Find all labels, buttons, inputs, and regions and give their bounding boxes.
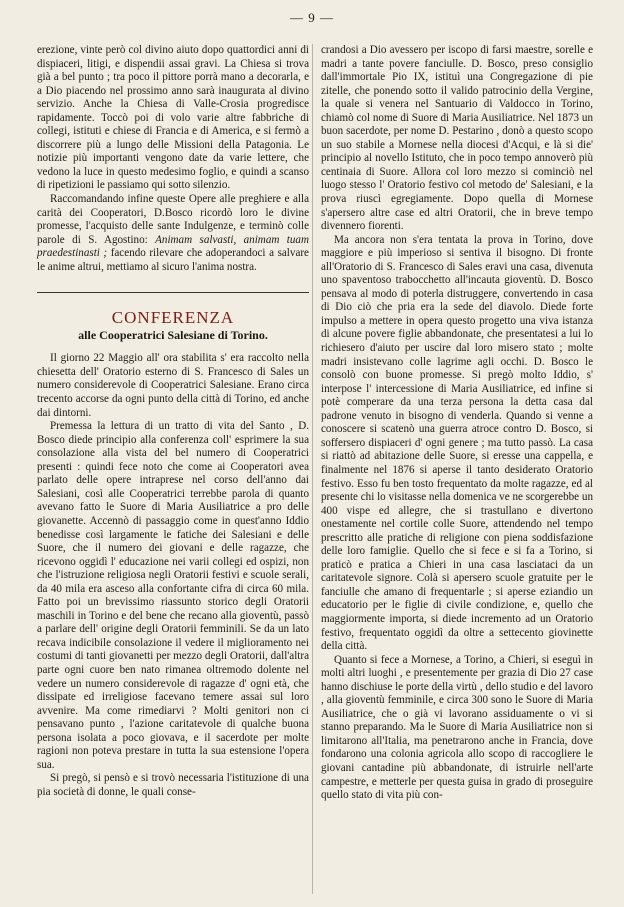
section-subheading: alle Cooperatrici Salesiane di Torino.	[78, 327, 268, 342]
left-column	[37, 44, 309, 799]
paragraph: Si pregò, si pensò e si trovò necessaria l'istituzione di una pia società di donne, le quali conse-	[37, 772, 309, 798]
paragraph: crandosi a Dio avessero per iscopo di farsi maestre, sorelle e madri a tante povere fanciulle. D. Bosco, preso consiglio dall'immortale Pio IX, istituì una Congregazione di pie zitelle, che ponendo sotto il valido patrocinio della Vergine, la quale si venera nel Santuario di Valdocco in Torino, chiamò col nome di Suore di Maria Ausiliatrice. Nel 1873 un buon sacerdote, per nome D. Pestarino , donò a questo scopo un suo stabile a Mornese nella diocesi d'Acqui, e là si die' principio al novello Istituto, che in poco tempo annoverò più centinaia di Suore. Allora col loro mezzo si cominciò nel luogo stesso l' Oratorio festivo col metodo de' Salesiani, e la prova riuscì egregiamente. Dopo quella di Mornese s'apersero altre case ed altri Oratorii, che in breve tempo divennero fiorenti.	[321, 44, 593, 233]
section-heading: CONFERENZA	[111, 308, 235, 328]
paragraph-text: facendo rilevare che adoperandoci a salvare le anime altrui, mettiamo al sicuro l'anima nostra.	[37, 247, 309, 273]
latin-quote: Animam salvasti, animam tuam praedestinasti ;	[37, 233, 309, 260]
paragraph-text: Raccomandando infine queste Opere alle preghiere e alla carità dei Cooperatori, D.Bosco ricordò loro le divine promesse, l'acquisto delle sante Indulgenze, e terminò colle parole di S. Agostino:	[37, 193, 309, 246]
column-divider	[312, 44, 313, 894]
section-divider	[37, 292, 309, 293]
paragraph: Quanto si fece a Mornese, a Torino, a Chieri, si eseguì in molti altri luoghi , e presentemente per grazia di Dio 27 case hanno dischiuse le porte della virtù , dello studio e del lavoro , alla gioventù femminile, e circa 300 sono le Suore di Maria Ausiliatrice, che o già vi lavorano assiduamente o vi si stanno preparando. Ma le Suore di Maria Ausiliatrice non si limitarono all'Italia, ma penetrarono anche in Francia, dove fondarono una colonia agricola allo scopo di raccogliere le giovani cantadine più abbandonate, di istruirle nell'arte campestre, e metterle per questa guisa in grado di proseguire quello stato di vita più con-	[321, 653, 593, 802]
right-column	[321, 44, 593, 803]
paragraph: Il giorno 22 Maggio all' ora stabilita s' era raccolto nella chiesetta dell' Oratorio esterno di S. Francesco di Sales un numero considerevole di Cooperatrici Salesiane. Erano circa trecento accorse da ogni punto della città di Torino, ed anche dai dintorni.	[37, 352, 309, 419]
paragraph: Premessa la lettura di un tratto di vita del Santo , D. Bosco diede principio alla conferenza coll' esprimere la sua consolazione alla vista del bel numero di Cooperatrici presenti : quindi fece noto che come ai Cooperatori avea parlato delle opere intraprese nel corso dell'anno dai Salesiani, così alle Cooperatrici terrebbe parola di quanto avevano fatto le Suore di Maria Ausiliatrice a pro delle giovanette. Accennò di passaggio come in quest'anno Iddio benedisse così largamente le fatiche dei Salesiani e delle Suore, che il numero dei giovani e delle ragazze, che ricevono oggidì l' educazione nei varii collegi ed ospizi, non che l'istruzione religiosa negli Oratorii festivi e scuole serali, da 40 mila era asceso alla confortante cifra di circa 60 mila. Fatto poi un brevissimo riassunto storico degli Oratorii maschili in Torino e del bene che recano alla gioventù, passò a parlare dell' origine degli Oratorii femminili. Se da un lato recava indicibile consolazione il vedere il miglioramento nei costumi di tanti giovanetti per mezzo degli Oratorii, dall'altra parte ogni cuore ben nato rimanea oltremodo dolente nel vedere un numero considerevole di ragazze d' ogni età, che dissipate ed irreligiose facevano temere assai sul loro avvenire. Ma come rimediarvi ? Molti genitori non ci pensavano punto , l'azione caritatevole di qualche buona persona isolata a poco giovava, e il sacerdote per molte ragioni non poteva prestare in tutta la sua estensione l'opera sua.	[37, 420, 309, 771]
paragraph	[37, 193, 309, 274]
page-number: — 9 —	[290, 10, 334, 25]
paragraph: erezione, vinte però col divino aiuto dopo quattordici anni di dispiaceri, litigi, e dispendii assai gravi. La Chiesa si trova già a bel punto ; tra poco il pittore porrà mano a decorarla, e a Dio piacendo nel prossimo anno sarà inaugurata al divino servizio. Anche la Chiesa di Valle-Crosia progredisce rapidamente. Toccò poi di volo varie altre fabbriche di collegi, istituti e chiese di Francia e di America, e si fermò a discorrere più a lungo delle Missioni della Patagonia. Le notizie più importanti vengono date da varie lettere, che vedono la luce in questo medesimo foglio, e quindi a scanso di ripetizioni le passiamo qui sotto silenzio.	[37, 44, 309, 192]
paragraph: Ma ancora non s'era tentata la prova in Torino, dove maggiore e più imperioso si sentiva il bisogno. Di fronte all'Oratorio di S. Francesco di Sales eravi una casa, divenuta uno spaventoso trabocchetto all'incauta gioventù. D. Bosco pensava al modo di poterla distruggere, convertendo in casa di Dio ciò che pria era la sede del diavolo. Diede forte impulso a mettere in opera questo progetto una viva istanza di alcune povere figlie abbandonate, che presentatesi a lui lo richiesero d'aiuto per uscire dal loro misero stato ; molte madri insistevano colle lagrime agli occhi. D. Bosco le consolò con buone promesse. Si pregò molto Iddio, s' interpose l' intercessione di Maria Ausiliatrice, ed infine si potè comperare da una terza persona la detta casa dal padrone venuto in bisogno di venderla. Quando si venne a conoscere si scatenò una guerra atroce contro D. Bosco, si soffersero dispiaceri d' ogni genere ; ma tutto passò. La casa si riattò ad abitazione delle Suore, si eresse una cappella, e finalmente nel 1876 si aperse il tanto desiderato Oratorio festivo. Esso fu ben tosto frequentato da molte ragazze, ed al presente chi lo visitasse nella domenica ve ne scorgerebbe un 400 vispe ed allegre, che si trastullano e divertono onestamente nel cortile colle Suore, attendendo nel tempo prescritto alle pratiche di religione con piena soddisfazione delle loro famiglie. Quello che si fece e si fa a Torino, si praticò e pratica a Chieri in una casa lasciataci da un caritatevole signore. Colà si apersero scuole gratuite per le fanciulle che amano di frequentarle ; si aperse eziandio un educatorio per le figlie di civile condizione, e, quello che maggiormente importa, si diede incremento ad un Oratorio festivo, frequentato oggidì da oltre a settecento giovinette della città.	[321, 233, 593, 653]
